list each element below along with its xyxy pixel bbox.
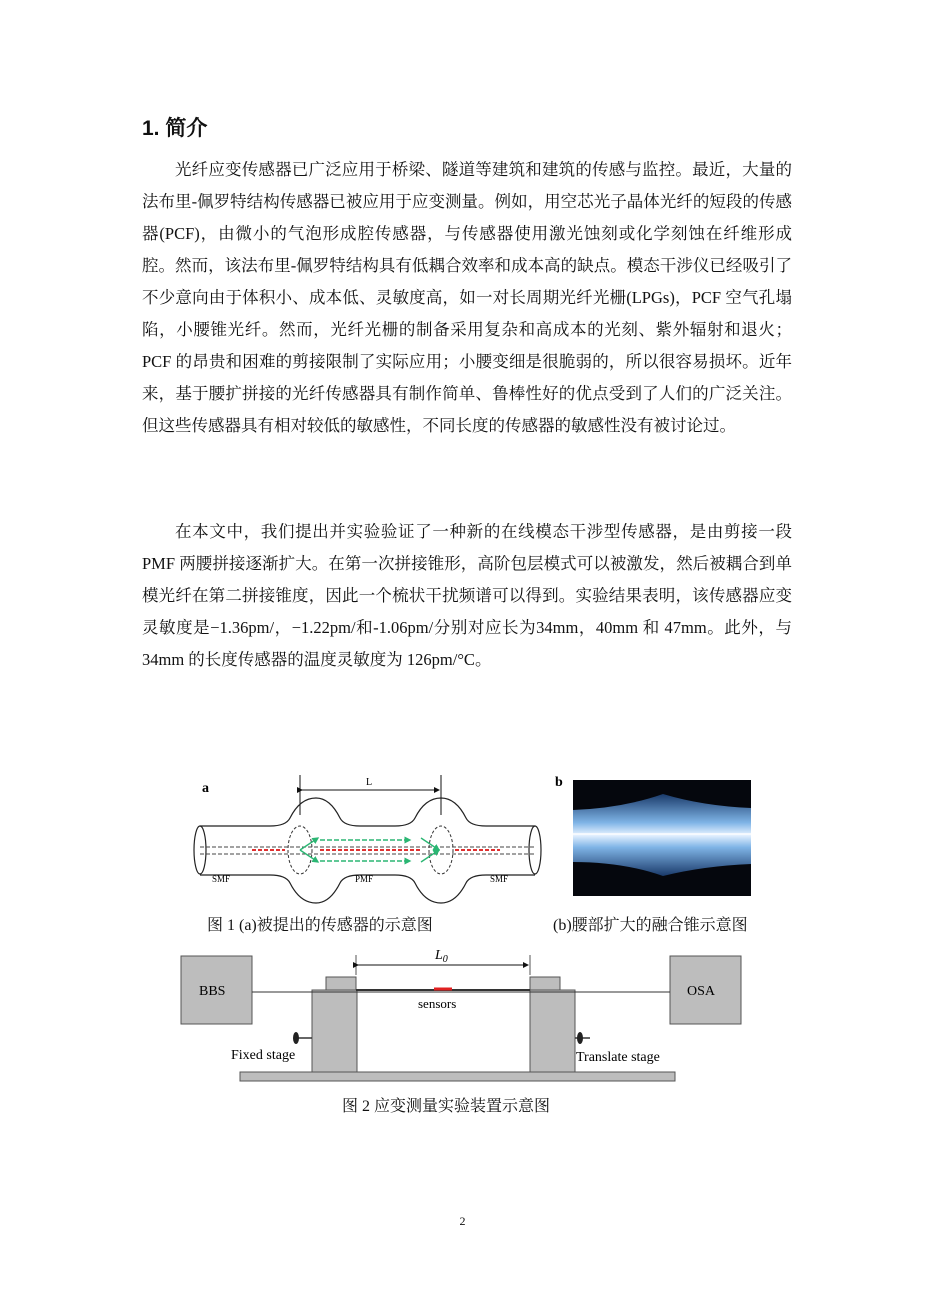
paragraph-1: 光纤应变传感器已广泛应用于桥梁、隧道等建筑和建筑的传感与监控。最近，大量的法布里-佩罗特结构传感器已被应用于应变测量。例如，用空芯光子晶体光纤的短段的传感器(PCF)，由微小的气泡形成腔传感器，与传感器使用激光蚀刻或化学刻蚀在纤维形成腔。然而，该法布里-佩罗特结构具有低耦合效率和成本高的缺点。模态干涉仪已经吸引了不少意向由于体积小、成本低、灵敏度高，如一对长周期光纤光栅(LPGs)，PCF 空气孔塌陷，小腰锥光纤。然而，光纤光栅的制备采用复杂和高成本的光刻、紫外辐射和退火；PCF 的昂贵和困难的剪接限制了实际应用；小腰变细是很脆弱的，所以很容易损坏。近年来，基于腰扩拼接的光纤传感器具有制作简单、鲁棒性好的优点受到了人们的广泛关注。但这些传感器具有相对较低的敏感性，不同长度的传感器的敏感性没有被讨论过。 — [142, 160, 792, 435]
smf-left-label: SMF — [212, 874, 231, 884]
section-heading: 1. 简介 — [142, 117, 208, 140]
paragraph-2: 在本文中，我们提出并实验验证了一种新的在线模态干涉型传感器，是由剪接一段 PMF 两腰拼接逐渐扩大。在第一次拼接锥形，高阶包层模式可以被激发，然后被耦合到单模光纤在第二拼接锥度，因此一个梳状干扰频谱可以得到。实验结果表明，该传感器应变灵敏度是−1.36pm/，−1.22pm/和-1.06pm/分别对应长为34mm，40mm 和 47mm。此外，与 34mm 的长度传感器的温度灵敏度为 126pm/°C。 — [142, 522, 792, 669]
figure2-setup — [180, 945, 750, 1085]
l0-label: $L_0$ — [435, 948, 448, 965]
figure2-caption: 图 2 应变测量实验装置示意图 — [342, 1098, 551, 1115]
bbs-label: BBS — [199, 984, 226, 999]
smf-right-label: SMF — [490, 874, 509, 884]
osa-label: OSA — [687, 984, 716, 999]
sensors-label: sensors — [418, 996, 457, 1011]
figure1a-schematic — [190, 770, 555, 905]
figure1b-micrograph — [553, 772, 753, 897]
figure1-caption-a: 图 1 (a)被提出的传感器的示意图 — [207, 917, 433, 934]
length-label: L — [366, 777, 373, 788]
panel-a-label: a — [202, 781, 209, 796]
panel-b-label: b — [555, 775, 563, 790]
page-number: 2 — [459, 1214, 466, 1228]
pmf-label: PMF — [355, 874, 374, 884]
fixed-stage-label: Fixed stage — [231, 1048, 296, 1063]
translate-stage-label: Translate stage — [576, 1050, 660, 1065]
figure1-caption-b: (b)腰部扩大的融合锥示意图 — [553, 917, 748, 934]
